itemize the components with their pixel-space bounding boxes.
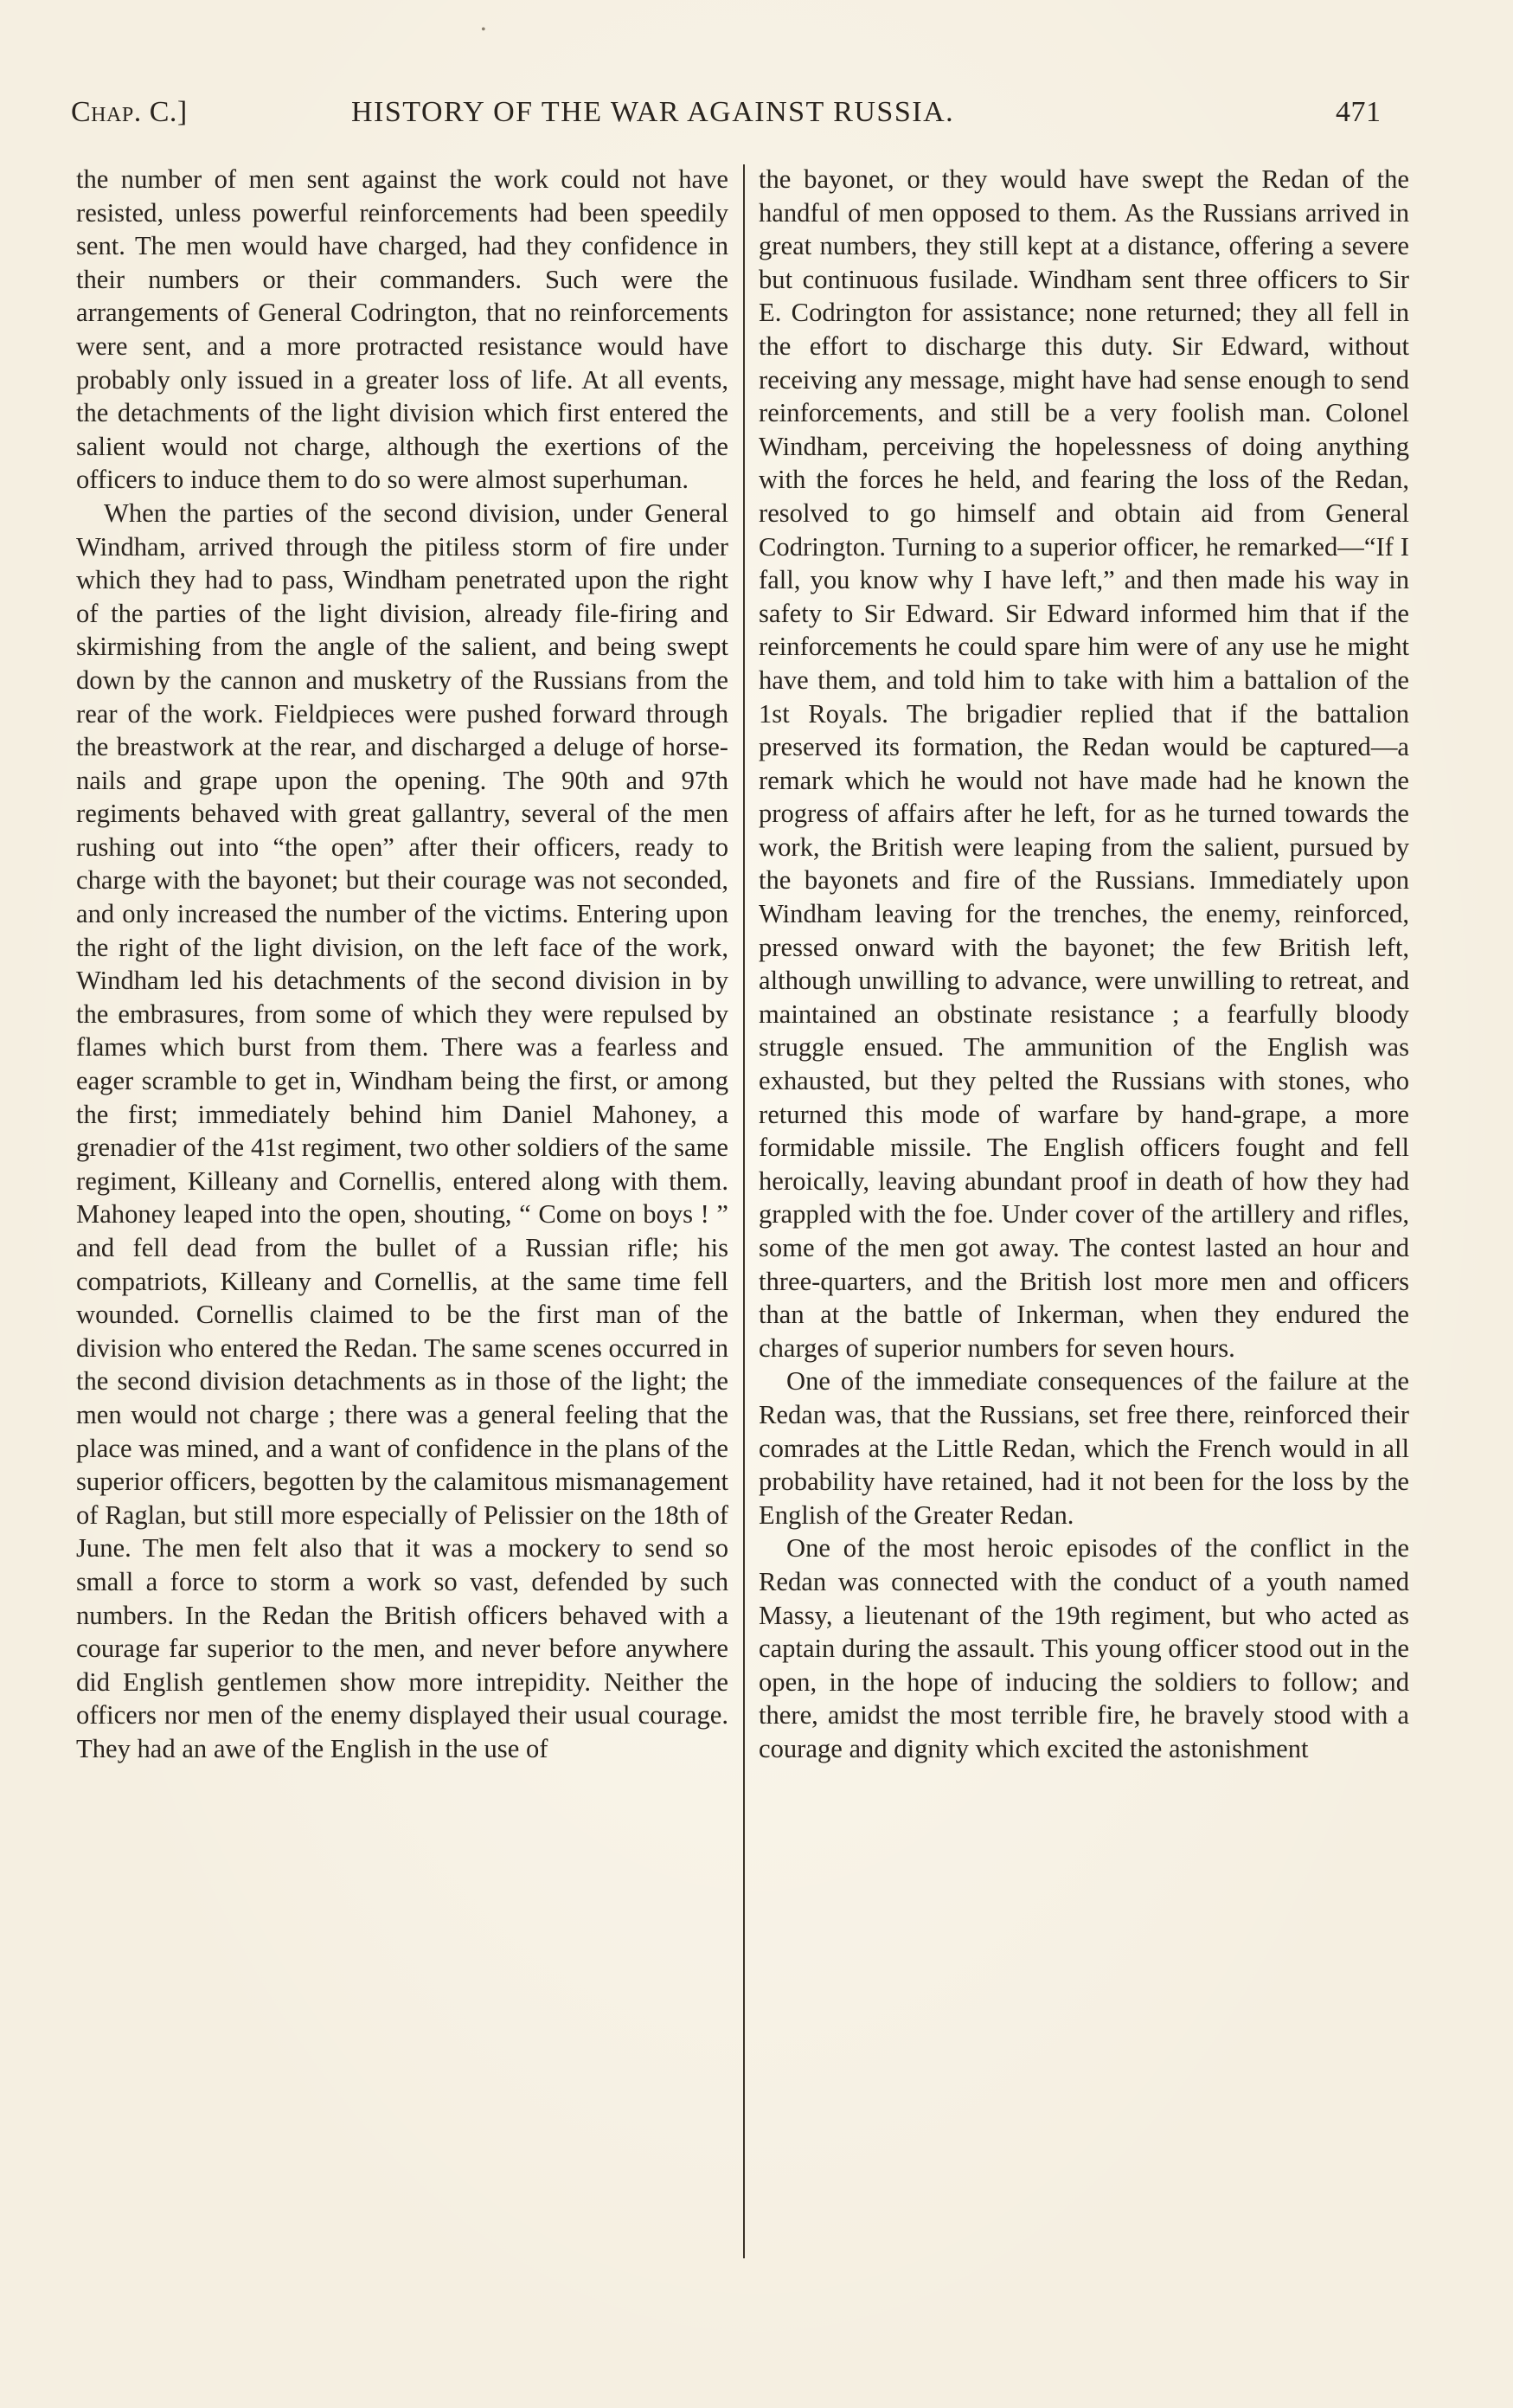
- left-paragraph-2: When the parties of the second division, under General Windham, arrived through the pitiless storm of fire under which they had to pass, Windham penetrated upon the right of the parties of the light division, already file-firing and skirmishing from the angle of the salient, and being swept down by the cannon and musketry of the Russians from the rear of the work. Fieldpieces were pushed forward through the breastwork at the rear, and discharged a deluge of horse-nails and grape upon the opening. The 90th and 97th regiments behaved with great gallantry, several of the men rushing out into “the open” after their officers, ready to charge with the bayonet; but their courage was not seconded, and only increased the number of the victims. Entering upon the right of the light division, on the left face of the work, Windham led his detachments of the second division in by the embrasures, from some of which they were repulsed by flames which burst from them. There was a fearless and eager scramble to get in, Windham being the first, or among the first; immediately behind him Daniel Mahoney, a grenadier of the 41st regiment, two other soldiers of the same regiment, Killeany and Cornellis, entered along with them. Mahoney leaped into the open, shouting, “ Come on boys ! ” and fell dead from the bullet of a Russian rifle; his compatriots, Killeany and Cornellis, at the same time fell wounded. Cornellis claimed to be the first man of the division who entered the Redan. The same scenes occurred in the second division detachments as in those of the light; the men would not charge ; there was a general feeling that the place was mined, and a want of confidence in the plans of the superior officers, begotten by the calamitous mismanagement of Raglan, but still more especially of Pelissier on the 18th of June. The men felt also that it was a mockery to send so small a force to storm a work so vast, defended by such numbers. In the Redan the British officers behaved with a courage far superior to the men, and never before anywhere did English gentlemen show more intrepidity. Neither the officers nor men of the enemy displayed their usual courage. They had an awe of the English in the use of: [76, 498, 728, 1763]
- page-number: 471: [1336, 96, 1382, 128]
- right-column: [759, 163, 1409, 1766]
- running-head: [71, 90, 1510, 135]
- left-paragraph-1: the number of men sent against the work could not have resisted, unless powerful reinforcements had been speedily sent. The men would have charged, had they confidence in their numbers or their commanders. Such were the arrangements of General Codrington, that no reinforcements were sent, and a more protracted resistance would have probably only issued in a greater loss of life. At all events, the detachments of the light division which first entered the salient would not charge, although the exertions of the officers to induce them to do so were almost superhuman.: [76, 164, 728, 495]
- running-title: HISTORY OF THE WAR AGAINST RUSSIA.: [351, 96, 955, 128]
- right-paragraph-3: One of the most heroic episodes of the conflict in the Redan was connected with the conduct of a youth named Massy, a lieutenant of the 19th regiment, but who acted as captain during the assault. This young officer stood out in the open, in the hope of inducing the soldiers to follow; and there, amidst the most terrible fire, he bravely stood with a courage and dignity which excited the astonishment: [759, 1533, 1409, 1763]
- right-paragraph-1: the bayonet, or they would have swept the Redan of the handful of men opposed to them. As the Russians arrived in great numbers, they still kept at a distance, offering a severe but continuous fusilade. Windham sent three officers to Sir E. Codrington for assistance; none returned; they all fell in the effort to discharge this duty. Sir Edward, without receiving any message, might have had sense enough to send reinforcements, and still be a very foolish man. Colonel Windham, perceiving the hopelessness of doing anything with the forces he held, and fearing the loss of the Redan, resolved to go himself and obtain aid from General Codrington. Turning to a superior officer, he remarked—“If I fall, you know why I have left,” and then made his way in safety to Sir Edward. Sir Edward informed him that if the reinforcements he could spare him were of any use he might have them, and told him to take with him a battalion of the 1st Royals. The brigadier replied that if the battalion preserved its formation, the Redan would be captured—a remark which he would not have made had he known the progress of affairs after he left, for as he turned towards the work, the British were leaping from the salient, pursued by the bayonets and fire of the Russians. Immediately upon Windham leaving for the trenches, the enemy, reinforced, pressed onward with the bayonet; the few British left, although unwilling to advance, were unwilling to retreat, and maintained an obstinate resistance ; a fearfully bloody struggle ensued. The ammunition of the English was exhausted, but they pelted the Russians with stones, who returned this mode of warfare by hand-grape, a more formidable missile. The English officers fought and fell heroically, leaving abundant proof in death of how they had grappled with the foe. Under cover of the artillery and rifles, some of the men got away. The contest lasted an hour and three-quarters, and the British lost more men and officers than at the battle of Inkerman, when they endured the charges of superior numbers for seven hours.: [759, 164, 1409, 1363]
- left-column: [76, 163, 728, 1766]
- chapter-label: Chap. C.]: [71, 96, 188, 128]
- column-divider-rule: [743, 164, 745, 2258]
- right-paragraph-2: One of the immediate consequences of the failure at the Redan was, that the Russians, set free there, reinforced their comrades at the Little Redan, which the French would in all probability have retained, had it not been for the loss by the English of the Greater Redan.: [759, 1366, 1409, 1530]
- top-speck-mark: •: [481, 22, 486, 37]
